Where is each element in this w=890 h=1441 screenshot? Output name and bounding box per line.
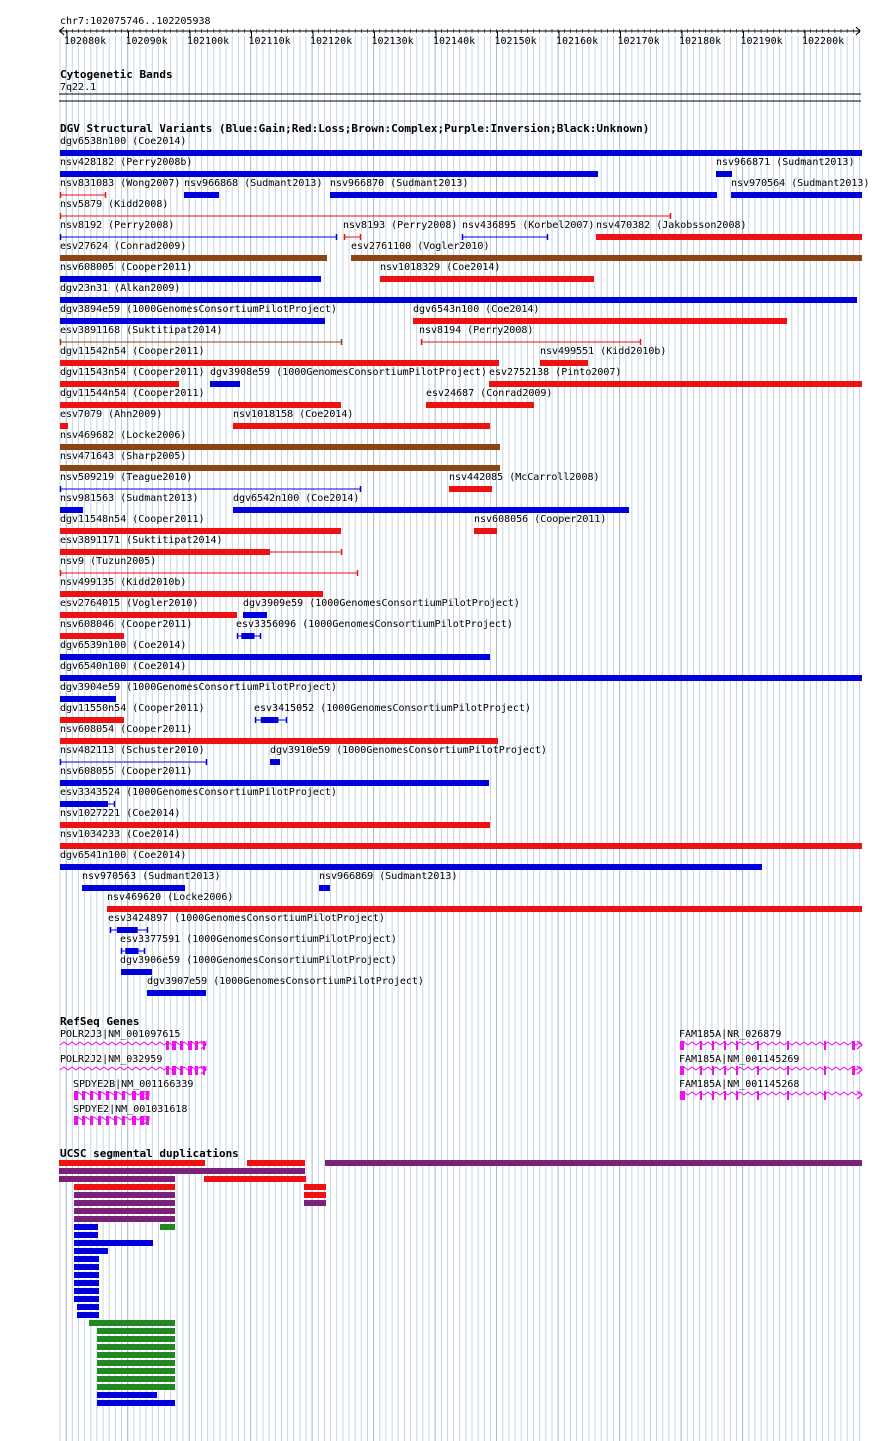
gene-exon — [757, 1091, 759, 1100]
gene-exon — [172, 1066, 176, 1075]
gene-exon — [700, 1091, 702, 1100]
ruler-tick-label: 102160k — [556, 36, 599, 47]
dgv-feature[interactable] — [60, 199, 671, 219]
segdup-block[interactable] — [74, 1248, 108, 1254]
dgv-feature[interactable] — [60, 430, 500, 450]
dgv-feature[interactable] — [60, 787, 337, 807]
gene-exon — [98, 1116, 101, 1125]
gene-intron — [74, 1117, 149, 1120]
dgv-feature-label: dgv3909e59 (1000GenomesConsortiumPilotProject) — [243, 598, 520, 609]
gene-exon — [90, 1116, 93, 1125]
segdup-block[interactable] — [304, 1184, 326, 1190]
dgv-feature-label: esv2764015 (Vogler2010) — [60, 598, 199, 609]
dgv-feature-label: dgv3906e59 (1000GenomesConsortiumPilotProject) — [120, 955, 397, 966]
gene-exon — [680, 1066, 684, 1075]
dgv-feature-bar[interactable] — [351, 255, 862, 261]
dgv-feature-bar[interactable] — [449, 486, 492, 492]
gene-label: FAM185A|NR_026879 — [679, 1029, 782, 1040]
segdup-block[interactable] — [74, 1200, 175, 1206]
dgv-feature-label: nsv966869 (Sudmant2013) — [319, 871, 458, 882]
dgv-feature-label: nsv469682 (Locke2006) — [60, 430, 187, 441]
dgv-feature-bar[interactable] — [60, 717, 124, 723]
dgv-feature-bar[interactable] — [60, 423, 68, 429]
gene-label: FAM185A|NM_001145268 — [679, 1079, 800, 1090]
dgv-feature-bar[interactable] — [270, 759, 280, 765]
gene-label: FAM185A|NM_001145269 — [679, 1054, 800, 1065]
gene-exon — [106, 1091, 109, 1100]
gene-exon — [736, 1066, 738, 1075]
dgv-feature[interactable] — [60, 598, 237, 618]
gene-exon — [90, 1091, 93, 1100]
dgv-feature[interactable] — [60, 283, 857, 303]
segdup-block[interactable] — [74, 1192, 175, 1198]
dgv-feature-label: dgv3904e59 (1000GenomesConsortiumPilotProject) — [60, 682, 337, 693]
dgv-feature-label: dgv11543n54 (Cooper2011) — [60, 367, 205, 378]
dgv-feature[interactable] — [147, 976, 424, 996]
dgv-feature-bar[interactable] — [60, 612, 237, 618]
dgv-feature-label: esv2752138 (Pinto2007) — [489, 367, 622, 378]
dgv-feature-bar[interactable] — [210, 381, 240, 387]
gene-exon — [188, 1066, 192, 1075]
dgv-feature[interactable] — [60, 556, 358, 576]
gene-exon — [140, 1116, 144, 1125]
dgv-feature-label: nsv608056 (Cooper2011) — [474, 514, 607, 525]
dgv-feature-label: esv3891171 (Suktitipat2014) — [60, 535, 223, 546]
dgv-feature-label: nsv470382 (Jakobsson2008) — [596, 220, 747, 231]
dgv-feature-bar[interactable] — [60, 297, 857, 303]
gene-exon — [712, 1041, 714, 1050]
dgv-feature-label: nsv8192 (Perry2008) — [60, 220, 175, 231]
dgv-feature-label: nsv9 (Tuzun2005) — [60, 556, 157, 567]
gene-exon — [114, 1116, 117, 1125]
gene-exon — [824, 1041, 826, 1050]
dgv-feature-label: nsv499551 (Kidd2010b) — [540, 346, 667, 357]
gene-exon — [195, 1041, 198, 1050]
ruler-tick-label: 102100k — [187, 36, 230, 47]
track-title-segdup: UCSC segmental duplications — [60, 1147, 239, 1160]
dgv-feature-bar[interactable] — [330, 192, 717, 198]
gene-exon — [122, 1091, 125, 1100]
dgv-feature[interactable] — [60, 682, 337, 702]
dgv-feature-label: nsv970563 (Sudmant2013) — [82, 871, 221, 882]
segdup-block[interactable] — [97, 1360, 175, 1366]
dgv-feature-label: esv3415052 (1000GenomesConsortiumPilotProject) — [254, 703, 531, 714]
gene-exon — [180, 1041, 183, 1050]
dgv-track[interactable] — [60, 122, 869, 996]
track-title-refseq: RefSeq Genes — [60, 1015, 140, 1028]
locus-label: chr7:102075746..102205938 — [60, 16, 211, 27]
dgv-feature-label: nsv1018158 (Coe2014) — [233, 409, 354, 420]
ruler-tick-label: 102140k — [433, 36, 476, 47]
dgv-feature-label: nsv608055 (Cooper2011) — [60, 766, 193, 777]
dgv-feature-bar[interactable] — [243, 612, 267, 618]
dgv-feature-bar[interactable] — [233, 423, 490, 429]
segdup-block[interactable] — [97, 1392, 157, 1398]
gene-exon — [757, 1066, 759, 1075]
gene-intron — [74, 1092, 149, 1095]
gene-exon — [736, 1041, 738, 1050]
segdup-block[interactable] — [97, 1336, 175, 1342]
dgv-feature-bar[interactable] — [60, 318, 325, 324]
dgv-feature-label: dgv11548n54 (Cooper2011) — [60, 514, 205, 525]
gene-exon — [132, 1091, 136, 1100]
gene-exon — [787, 1091, 789, 1100]
dgv-feature-bar[interactable] — [60, 780, 489, 786]
dgv-feature-bar[interactable] — [60, 465, 500, 471]
gene-exon — [680, 1091, 685, 1100]
gene-exon — [166, 1066, 169, 1075]
gene-exon — [787, 1066, 789, 1075]
gene-exon — [140, 1091, 144, 1100]
dgv-feature-label: nsv1027221 (Coe2014) — [60, 808, 181, 819]
gene-exon — [824, 1066, 826, 1075]
ruler-tick-label: 102150k — [494, 36, 537, 47]
gene-exon — [787, 1041, 789, 1050]
dgv-feature-label: dgv3910e59 (1000GenomesConsortiumPilotProject) — [270, 745, 547, 756]
dgv-feature-bar[interactable] — [596, 234, 862, 240]
gene-exon — [122, 1116, 125, 1125]
refseq-gene[interactable] — [73, 1079, 193, 1100]
dgv-feature-label: nsv482113 (Schuster2010) — [60, 745, 205, 756]
dgv-feature-label: esv7079 (Ahn2009) — [60, 409, 163, 420]
segdup-block[interactable] — [74, 1288, 99, 1294]
gene-exon — [106, 1116, 109, 1125]
dgv-feature-bar[interactable] — [540, 360, 588, 366]
dgv-feature-bar[interactable] — [60, 591, 323, 597]
dgv-feature[interactable] — [60, 136, 862, 156]
ruler-tick-label: 102180k — [679, 36, 722, 47]
segdup-block[interactable] — [74, 1208, 175, 1214]
dgv-feature-label: dgv23n31 (Alkan2009) — [60, 283, 181, 294]
segdup-block[interactable] — [97, 1352, 175, 1358]
gene-exon — [757, 1041, 759, 1050]
gene-exon — [74, 1091, 78, 1100]
gene-exon — [724, 1091, 726, 1100]
ruler-tick-label: 102110k — [248, 36, 291, 47]
dgv-feature[interactable] — [330, 178, 717, 198]
dgv-feature-label: nsv509219 (Teague2010) — [60, 472, 193, 483]
dgv-feature-bar[interactable] — [60, 444, 500, 450]
dgv-feature-label: nsv8193 (Perry2008) — [343, 220, 458, 231]
gene-exon — [82, 1116, 85, 1125]
gene-exon — [82, 1091, 85, 1100]
dgv-feature[interactable] — [474, 514, 606, 534]
dgv-feature-bar[interactable] — [60, 822, 490, 828]
dgv-feature-bar[interactable] — [426, 402, 534, 408]
dgv-feature[interactable] — [380, 262, 594, 282]
dgv-feature-label: esv2761100 (Vogler2010) — [351, 241, 490, 252]
dgv-feature-label: dgv6540n100 (Coe2014) — [60, 661, 187, 672]
segdup-block[interactable] — [74, 1256, 99, 1262]
dgv-feature-label: nsv428182 (Perry2008b) — [60, 157, 193, 168]
dgv-feature[interactable] — [60, 619, 192, 639]
dgv-feature[interactable] — [60, 178, 180, 198]
dgv-feature-label: nsv469620 (Locke2006) — [107, 892, 234, 903]
dgv-feature-bar[interactable] — [380, 276, 594, 282]
track-title-cytoband: Cytogenetic Bands — [60, 68, 173, 81]
segdup-block[interactable] — [304, 1200, 326, 1206]
gene-exon — [680, 1041, 684, 1050]
dgv-feature-bar[interactable] — [60, 801, 108, 807]
segdup-block[interactable] — [59, 1160, 205, 1166]
gene-exon — [180, 1066, 183, 1075]
gene-exon — [172, 1041, 176, 1050]
dgv-feature[interactable] — [60, 451, 500, 471]
dgv-feature[interactable] — [60, 304, 337, 324]
segdup-track[interactable] — [59, 1147, 862, 1406]
gene-label: SPDYE2B|NM_001166339 — [73, 1079, 194, 1090]
dgv-feature-label: esv24687 (Conrad2009) — [426, 388, 553, 399]
dgv-feature[interactable] — [60, 220, 337, 240]
gene-exon — [724, 1041, 726, 1050]
gene-intron — [60, 1042, 206, 1045]
gene-intron — [60, 1067, 206, 1070]
dgv-feature[interactable] — [60, 241, 327, 261]
dgv-feature-label: dgv6541n100 (Coe2014) — [60, 850, 187, 861]
dgv-feature[interactable] — [60, 661, 862, 681]
dgv-feature-label: esv3377591 (1000GenomesConsortiumPilotProject) — [120, 934, 397, 945]
segdup-block[interactable] — [74, 1280, 99, 1286]
dgv-feature[interactable] — [236, 619, 513, 639]
dgv-feature-label: esv3356096 (1000GenomesConsortiumPilotProject) — [236, 619, 513, 630]
dgv-feature-label: nsv831083 (Wong2007) — [60, 178, 181, 189]
segdup-block[interactable] — [325, 1160, 862, 1166]
dgv-feature-bar[interactable] — [60, 633, 124, 639]
cytoband-label: 7q22.1 — [60, 82, 97, 93]
dgv-feature-bar[interactable] — [413, 318, 787, 324]
dgv-feature-label: esv3424897 (1000GenomesConsortiumPilotProject) — [108, 913, 385, 924]
gene-exon — [98, 1091, 101, 1100]
dgv-feature-bar[interactable] — [60, 507, 83, 513]
segdup-block[interactable] — [97, 1368, 175, 1374]
dgv-feature-bar[interactable] — [60, 255, 327, 261]
dgv-feature[interactable] — [540, 346, 666, 366]
dgv-feature-label: nsv966871 (Sudmant2013) — [716, 157, 855, 168]
dgv-feature[interactable] — [60, 346, 499, 366]
dgv-feature-label: nsv8194 (Perry2008) — [419, 325, 534, 336]
dgv-feature[interactable] — [270, 745, 547, 765]
dgv-feature-bar[interactable] — [474, 528, 497, 534]
dgv-feature[interactable] — [60, 724, 498, 744]
segdup-block[interactable] — [89, 1320, 175, 1326]
dgv-feature-label: esv3343524 (1000GenomesConsortiumPilotProject) — [60, 787, 337, 798]
gene-exon — [700, 1041, 702, 1050]
dgv-feature[interactable] — [426, 388, 552, 408]
dgv-feature-label: nsv436895 (Korbel2007) — [462, 220, 595, 231]
gene-exon — [852, 1041, 855, 1050]
dgv-feature-bar[interactable] — [489, 381, 862, 387]
dgv-feature-label: dgv6538n100 (Coe2014) — [60, 136, 187, 147]
dgv-feature[interactable] — [60, 829, 862, 849]
ruler — [59, 16, 860, 47]
dgv-feature-label: nsv1034233 (Coe2014) — [60, 829, 181, 840]
segdup-block[interactable] — [74, 1224, 98, 1230]
dgv-feature[interactable] — [184, 178, 322, 198]
gene-label: SPDYE2|NM_001031618 — [73, 1104, 188, 1115]
dgv-feature-label: nsv5879 (Kidd2008) — [60, 199, 169, 210]
dgv-feature[interactable] — [108, 913, 385, 933]
dgv-feature[interactable] — [731, 178, 869, 198]
segdup-features[interactable] — [59, 1160, 862, 1406]
dgv-feature-bar[interactable] — [107, 906, 862, 912]
dgv-feature-bar[interactable] — [60, 549, 270, 555]
refseq-gene[interactable] — [60, 1054, 206, 1075]
segdup-block[interactable] — [74, 1216, 175, 1222]
segdup-block[interactable] — [74, 1296, 99, 1302]
dgv-feature-bar[interactable] — [60, 360, 499, 366]
segdup-block[interactable] — [59, 1176, 175, 1182]
dgv-feature-bar[interactable] — [60, 381, 179, 387]
segdup-block[interactable] — [77, 1312, 99, 1318]
segdup-block[interactable] — [97, 1376, 175, 1382]
dgv-feature-bar[interactable] — [60, 654, 490, 660]
dgv-feature[interactable] — [82, 871, 220, 891]
dgv-feature-label: nsv981563 (Sudmant2013) — [60, 493, 199, 504]
dgv-feature-bar[interactable] — [60, 675, 862, 681]
dgv-feature-label: nsv608046 (Cooper2011) — [60, 619, 193, 630]
gene-exon — [724, 1066, 726, 1075]
track-title-dgv: DGV Structural Variants (Blue:Gain;Red:Loss;Brown:Complex;Purple:Inversion;Black:Unknown) — [60, 122, 650, 135]
dgv-feature-label: nsv1018329 (Coe2014) — [380, 262, 501, 273]
gene-exon — [166, 1041, 169, 1050]
gene-exon — [188, 1041, 192, 1050]
segdup-block[interactable] — [74, 1240, 153, 1246]
gene-exon — [114, 1091, 117, 1100]
dgv-feature-label: dgv6543n100 (Coe2014) — [413, 304, 540, 315]
segdup-block[interactable] — [77, 1304, 99, 1310]
dgv-feature-bar[interactable] — [60, 864, 762, 870]
gene-exon — [824, 1091, 826, 1100]
ruler-tick-label: 102090k — [125, 36, 168, 47]
dgv-feature-label: esv27624 (Conrad2009) — [60, 241, 187, 252]
dgv-feature-bar[interactable] — [60, 171, 598, 177]
dgv-feature-label: nsv442085 (McCarroll2008) — [449, 472, 600, 483]
dgv-feature-bar[interactable] — [184, 192, 219, 198]
dgv-feature[interactable] — [343, 220, 457, 240]
segdup-block[interactable] — [74, 1272, 99, 1278]
dgv-feature-bar[interactable] — [60, 696, 116, 702]
refseq-genes[interactable] — [60, 1029, 862, 1125]
segdup-block[interactable] — [97, 1344, 175, 1350]
ruler-tick-label: 102190k — [740, 36, 783, 47]
dgv-feature[interactable] — [60, 766, 489, 786]
segdup-block[interactable] — [97, 1384, 175, 1390]
dgv-feature[interactable] — [60, 493, 198, 513]
ruler-ticks — [60, 29, 860, 47]
gene-label: POLR2J2|NM_032959 — [60, 1054, 163, 1065]
dgv-feature-label: dgv3907e59 (1000GenomesConsortiumPilotProject) — [147, 976, 424, 987]
dgv-feature-label: nsv966870 (Sudmant2013) — [330, 178, 469, 189]
gene-exon — [700, 1066, 702, 1075]
ruler-tick-label: 102120k — [310, 36, 353, 47]
gene-exon — [736, 1091, 738, 1100]
dgv-feature[interactable] — [462, 220, 594, 240]
segdup-block[interactable] — [59, 1168, 305, 1174]
dgv-feature-bar[interactable] — [716, 171, 732, 177]
dgv-feature-bar[interactable] — [233, 507, 629, 513]
gene-label: POLR2J3|NM_001097615 — [60, 1029, 181, 1040]
dgv-feature[interactable] — [210, 367, 487, 387]
segdup-block[interactable] — [74, 1264, 99, 1270]
segdup-block[interactable] — [74, 1232, 98, 1238]
dgv-feature-bar[interactable] — [60, 150, 862, 156]
dgv-feature-bar[interactable] — [731, 192, 862, 198]
dgv-feature-bar[interactable] — [60, 738, 498, 744]
refseq-gene[interactable] — [60, 1029, 206, 1050]
dgv-feature-label: dgv11550n54 (Cooper2011) — [60, 703, 205, 714]
gene-exon — [852, 1066, 855, 1075]
dgv-feature-bar[interactable] — [60, 276, 321, 282]
segdup-block[interactable] — [304, 1192, 326, 1198]
dgv-feature[interactable] — [60, 577, 323, 597]
ruler-tick-label: 102170k — [617, 36, 660, 47]
dgv-feature-bar[interactable] — [319, 885, 330, 891]
dgv-feature-label: nsv499135 (Kidd2010b) — [60, 577, 187, 588]
segdup-block[interactable] — [247, 1160, 305, 1166]
dgv-features[interactable] — [60, 136, 869, 996]
dgv-feature-bar[interactable] — [82, 885, 185, 891]
dgv-feature-label: dgv6539n100 (Coe2014) — [60, 640, 187, 651]
dgv-feature-label: nsv608005 (Cooper2011) — [60, 262, 193, 273]
dgv-feature-label: dgv6542n100 (Coe2014) — [233, 493, 360, 504]
segdup-block[interactable] — [204, 1176, 306, 1182]
dgv-feature-label: nsv608054 (Cooper2011) — [60, 724, 193, 735]
dgv-feature[interactable] — [60, 388, 341, 408]
dgv-feature-label: dgv11542n54 (Cooper2011) — [60, 346, 205, 357]
gene-exon — [195, 1066, 198, 1075]
dgv-feature-bar[interactable] — [60, 528, 341, 534]
gene-exon — [74, 1116, 78, 1125]
dgv-feature-bar[interactable] — [60, 843, 862, 849]
dgv-feature[interactable] — [60, 409, 162, 429]
dgv-feature-label: dgv3908e59 (1000GenomesConsortiumPilotProject) — [210, 367, 487, 378]
refseq-track[interactable] — [60, 1015, 862, 1125]
segdup-block[interactable] — [160, 1224, 175, 1230]
dgv-feature-bar[interactable] — [60, 402, 341, 408]
gene-exon — [712, 1066, 714, 1075]
dgv-feature-label: nsv966868 (Sudmant2013) — [184, 178, 323, 189]
dgv-feature[interactable] — [319, 871, 457, 891]
dgv-feature-label: dgv11544n54 (Cooper2011) — [60, 388, 205, 399]
dgv-feature[interactable] — [60, 745, 207, 765]
dgv-feature[interactable] — [60, 472, 361, 492]
ruler-tick-label: 102200k — [802, 36, 845, 47]
ruler-tick-label: 102080k — [64, 36, 107, 47]
ruler-tick-label: 102130k — [371, 36, 414, 47]
dgv-feature-label: nsv471643 (Sharp2005) — [60, 451, 187, 462]
dgv-feature-label: esv3891168 (Suktitipat2014) — [60, 325, 223, 336]
segdup-block[interactable] — [97, 1328, 175, 1334]
dgv-feature-bar[interactable] — [121, 969, 152, 975]
dgv-feature[interactable] — [233, 493, 629, 513]
dgv-feature-bar[interactable] — [147, 990, 206, 996]
dgv-feature[interactable] — [60, 157, 598, 177]
segdup-block[interactable] — [74, 1184, 175, 1190]
gene-exon — [132, 1116, 136, 1125]
dgv-feature-label: dgv3894e59 (1000GenomesConsortiumPilotProject) — [60, 304, 337, 315]
dgv-feature[interactable] — [60, 514, 341, 534]
dgv-feature[interactable] — [413, 304, 787, 324]
segdup-block[interactable] — [97, 1400, 175, 1406]
dgv-feature-label: nsv970564 (Sudmant2013) — [731, 178, 870, 189]
gene-exon — [712, 1091, 714, 1100]
